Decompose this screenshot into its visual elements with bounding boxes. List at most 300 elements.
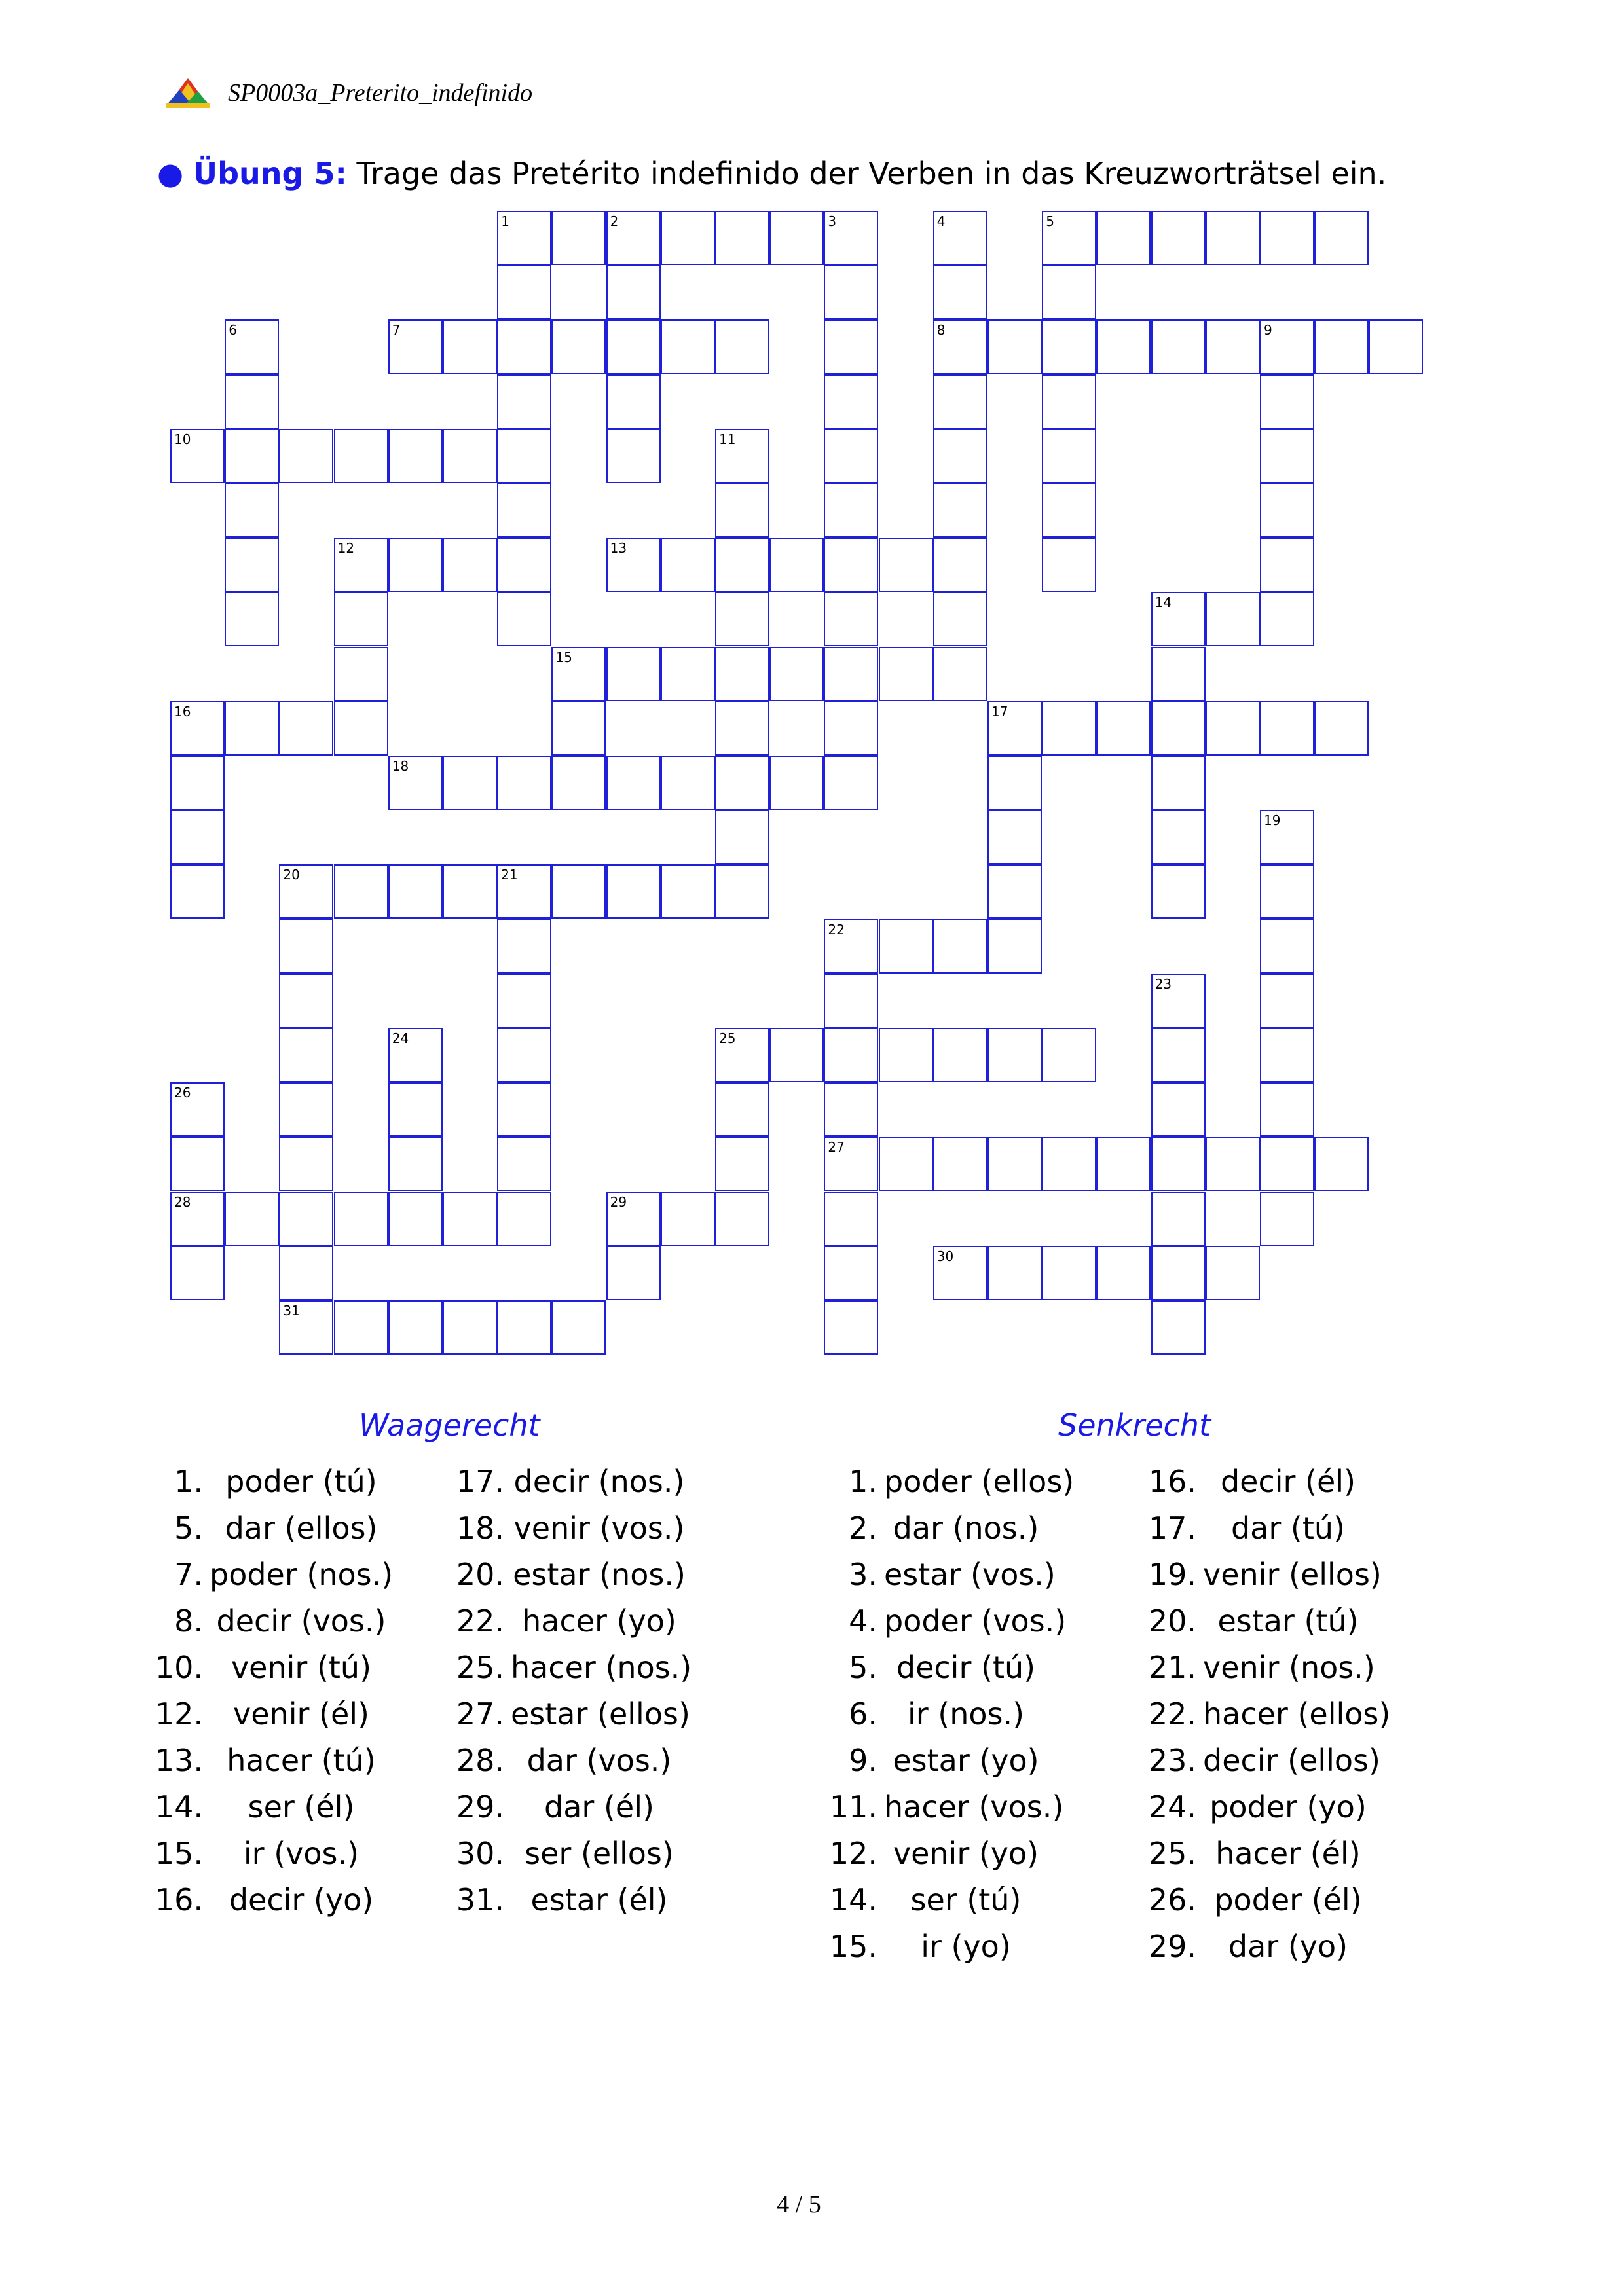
clue-item (1131, 1645, 1373, 1691)
clue-item-number: 27. (456, 1696, 504, 1732)
crossword-cell[interactable] (824, 483, 878, 538)
clue-item (819, 1459, 1075, 1505)
crossword-cell[interactable] (1151, 810, 1206, 864)
clue-item-number: 11. (829, 1789, 877, 1825)
clue-item-text: estar (nos.) (513, 1557, 686, 1592)
crossword-cell[interactable] (1260, 1082, 1314, 1137)
crossword-cell[interactable] (879, 538, 933, 592)
crossword-cell[interactable] (1260, 1192, 1314, 1246)
crossword-cell[interactable] (279, 1192, 333, 1246)
crossword-cell[interactable] (824, 1082, 878, 1137)
crossword-cell[interactable] (1096, 211, 1151, 265)
crossword-cell[interactable] (279, 701, 333, 756)
crossword-cell[interactable] (824, 592, 878, 646)
clue-item (445, 1598, 688, 1645)
crossword-cell[interactable] (1151, 211, 1206, 265)
clue-item (819, 1784, 1064, 1831)
crossword-cell[interactable] (987, 864, 1042, 919)
down-clues-column-2 (1131, 1459, 1391, 1970)
crossword-cell[interactable] (1042, 1028, 1096, 1082)
clue-number: 8 (936, 322, 946, 338)
clue-number: 10 (174, 431, 191, 447)
clue-item-number: 3. (849, 1557, 877, 1592)
crossword-cell[interactable] (1151, 1028, 1206, 1082)
clue-item-number: 8. (174, 1603, 203, 1639)
clue-item-text: dar (nos.) (893, 1510, 1039, 1546)
crossword-cell[interactable] (824, 701, 878, 756)
crossword-cell[interactable] (606, 756, 661, 810)
crossword-cell[interactable] (1314, 211, 1369, 265)
clue-item (445, 1738, 688, 1784)
crossword-cell[interactable] (824, 429, 878, 483)
clue-item-text: decir (yo) (229, 1882, 374, 1918)
crossword-cell[interactable] (1314, 701, 1369, 756)
crossword-cell[interactable] (1206, 701, 1260, 756)
clue-item-number: 19. (1148, 1557, 1196, 1592)
crossword-cell[interactable] (497, 265, 551, 319)
across-heading: Waagerecht (359, 1408, 540, 1443)
clue-item-text: decir (tú) (896, 1650, 1036, 1685)
clue-item-text: ser (él) (248, 1789, 355, 1825)
crossword-cell[interactable] (1151, 1246, 1206, 1300)
clue-item-number: 12. (155, 1696, 203, 1732)
clue-item-number: 17. (456, 1464, 504, 1499)
crossword-cell[interactable] (1151, 701, 1206, 756)
crossword-cell[interactable] (987, 1246, 1042, 1300)
crossword-cell[interactable] (769, 647, 824, 701)
clue-item-number: 5. (849, 1650, 877, 1685)
crossword-cell[interactable] (497, 538, 551, 592)
clue-item-text: estar (él) (530, 1882, 668, 1918)
crossword-cell[interactable] (769, 211, 824, 265)
crossword-cell[interactable] (824, 647, 878, 701)
across-clues-column-2 (445, 1459, 692, 1923)
crossword-cell[interactable] (225, 374, 279, 429)
crossword-cell[interactable] (933, 538, 987, 592)
clue-number: 19 (1264, 812, 1281, 829)
clue-item-number: 1. (174, 1464, 203, 1499)
crossword-cell[interactable] (443, 538, 497, 592)
crossword-cell[interactable] (606, 319, 661, 374)
crossword-cell[interactable] (661, 319, 715, 374)
crossword-cell[interactable] (824, 974, 878, 1028)
clue-item-number: 18. (456, 1510, 504, 1546)
crossword-cell[interactable] (606, 1246, 661, 1300)
crossword-cell[interactable] (551, 1300, 606, 1355)
clue-item (819, 1598, 1067, 1645)
crossword-cell[interactable] (1096, 701, 1151, 756)
clue-item (1131, 1552, 1382, 1598)
crossword-cell[interactable] (497, 374, 551, 429)
crossword-cell[interactable] (606, 374, 661, 429)
crossword-cell[interactable] (388, 864, 443, 919)
down-heading: Senkrecht (1058, 1408, 1211, 1443)
clue-item-number: 22. (456, 1603, 504, 1639)
clue-item-text: decir (él) (1220, 1464, 1356, 1499)
crossword-cell[interactable] (334, 592, 388, 646)
crossword-cell[interactable] (661, 1192, 715, 1246)
clue-item (819, 1552, 1056, 1598)
crossword-cell[interactable] (334, 429, 388, 483)
crossword-cell[interactable] (497, 756, 551, 810)
crossword-cell[interactable] (1151, 864, 1206, 919)
clue-item-number: 6. (849, 1696, 877, 1732)
crossword-cell[interactable] (497, 919, 551, 974)
clue-item-number: 15. (155, 1836, 203, 1871)
crossword-cell[interactable] (279, 1137, 333, 1191)
crossword-cell[interactable] (606, 265, 661, 319)
clue-item (445, 1552, 688, 1598)
crossword-cell[interactable] (933, 429, 987, 483)
clue-item (445, 1505, 688, 1552)
crossword-cell[interactable] (661, 647, 715, 701)
clue-item-text: poder (ellos) (884, 1464, 1075, 1499)
clue-item-number: 22. (1148, 1696, 1196, 1732)
crossword-cell[interactable] (1260, 592, 1314, 646)
crossword-cell[interactable] (1151, 647, 1206, 701)
clue-item-number: 25. (456, 1650, 504, 1685)
crossword-cell[interactable] (334, 701, 388, 756)
crossword-cell[interactable] (1151, 1192, 1206, 1246)
clue-item-number: 16. (1148, 1464, 1196, 1499)
clue-item (445, 1831, 688, 1877)
crossword-cell[interactable] (1151, 1300, 1206, 1355)
crossword-cell[interactable] (1260, 864, 1314, 919)
crossword-cell[interactable] (824, 1246, 878, 1300)
clue-item-number: 10. (155, 1650, 203, 1685)
crossword-cell[interactable] (388, 1137, 443, 1191)
crossword-cell[interactable] (987, 810, 1042, 864)
crossword-cell[interactable] (987, 319, 1042, 374)
document-title: SP0003a_Preterito_indefinido (228, 79, 533, 107)
clue-item-text: ser (ellos) (525, 1836, 674, 1871)
clue-item-number: 7. (174, 1557, 203, 1592)
crossword-cell[interactable] (606, 429, 661, 483)
crossword-cell[interactable] (170, 756, 225, 810)
crossword-cell[interactable] (879, 1137, 933, 1191)
crossword-cell[interactable] (551, 864, 606, 919)
crossword-cell[interactable] (715, 319, 769, 374)
crossword-cell[interactable] (1151, 1082, 1206, 1137)
clue-item-text: dar (ellos) (225, 1510, 378, 1546)
clue-item-text: hacer (tú) (227, 1743, 376, 1778)
exercise-label: Übung 5: (193, 156, 347, 191)
crossword-cell[interactable] (279, 1082, 333, 1137)
crossword-cell[interactable] (497, 974, 551, 1028)
crossword-cell[interactable] (1260, 974, 1314, 1028)
crossword-cell[interactable] (1206, 1137, 1260, 1191)
clue-number: 11 (719, 431, 736, 447)
clue-item-number: 28. (456, 1743, 504, 1778)
crossword-cell[interactable] (715, 1137, 769, 1191)
crossword-cell[interactable] (1206, 1246, 1260, 1300)
crossword-cell[interactable] (551, 701, 606, 756)
clue-item (445, 1459, 688, 1505)
crossword-cell[interactable] (1206, 211, 1260, 265)
crossword-cell[interactable] (334, 864, 388, 919)
clue-number: 24 (392, 1030, 409, 1046)
clue-item-number: 16. (155, 1882, 203, 1918)
crossword-cell[interactable] (933, 592, 987, 646)
crossword-cell[interactable] (497, 1192, 551, 1246)
crossword-cell[interactable] (1042, 374, 1096, 429)
crossword-cell[interactable] (497, 1300, 551, 1355)
clue-item-text: hacer (yo) (522, 1603, 676, 1639)
clue-item-number: 20. (456, 1557, 504, 1592)
crossword-cell[interactable] (334, 647, 388, 701)
crossword-cell[interactable] (388, 1192, 443, 1246)
crossword-cell[interactable] (1042, 701, 1096, 756)
crossword-cell[interactable] (715, 483, 769, 538)
crossword-cell[interactable] (1260, 919, 1314, 974)
clue-item (819, 1877, 1048, 1923)
crossword-cell[interactable] (1151, 1137, 1206, 1191)
crossword-cell[interactable] (1260, 1028, 1314, 1082)
crossword-cell[interactable] (1096, 319, 1151, 374)
crossword-cell[interactable] (715, 1082, 769, 1137)
crossword-cell[interactable] (1042, 483, 1096, 538)
crossword-cell[interactable] (769, 538, 824, 592)
crossword-cell[interactable] (225, 538, 279, 592)
crossword-cell[interactable] (933, 374, 987, 429)
crossword-cell[interactable] (715, 1192, 769, 1246)
clue-item-text: dar (vos.) (526, 1743, 672, 1778)
crossword-cell[interactable] (1151, 319, 1206, 374)
clue-number: 29 (610, 1194, 627, 1210)
clue-item (138, 1877, 393, 1923)
crossword-cell[interactable] (1260, 701, 1314, 756)
crossword-cell[interactable] (715, 647, 769, 701)
crossword-cell[interactable] (715, 538, 769, 592)
crossword-cell[interactable] (933, 919, 987, 974)
crossword-cell[interactable] (1042, 1246, 1096, 1300)
crossword-cell[interactable] (1206, 319, 1260, 374)
clue-item (1131, 1923, 1373, 1970)
clue-item (445, 1877, 688, 1923)
clue-item (819, 1505, 1048, 1552)
crossword-cell[interactable] (1369, 319, 1423, 374)
crossword-cell[interactable] (661, 211, 715, 265)
crossword-cell[interactable] (824, 265, 878, 319)
clue-item-number: 20. (1148, 1603, 1196, 1639)
clue-item-text: estar (yo) (893, 1743, 1039, 1778)
clue-number: 1 (501, 213, 509, 229)
clue-item-number: 13. (155, 1743, 203, 1778)
crossword-cell[interactable] (170, 810, 225, 864)
clue-item-number: 23. (1148, 1743, 1196, 1778)
clue-item-text: hacer (nos.) (511, 1650, 692, 1685)
crossword-cell[interactable] (1042, 538, 1096, 592)
crossword-cell[interactable] (769, 756, 824, 810)
clue-item-number: 31. (456, 1882, 504, 1918)
crossword-cell[interactable] (170, 1246, 225, 1300)
clue-item (138, 1784, 393, 1831)
crossword-cell[interactable] (1042, 265, 1096, 319)
clue-item-text: poder (nos.) (210, 1557, 394, 1592)
crossword-cell[interactable] (769, 1028, 824, 1082)
crossword-cell[interactable] (388, 1300, 443, 1355)
clue-item (445, 1691, 688, 1738)
crossword-cell[interactable] (606, 647, 661, 701)
clue-item (1131, 1505, 1373, 1552)
crossword-cell[interactable] (388, 429, 443, 483)
clue-number: 28 (174, 1194, 191, 1210)
clue-item-text: hacer (vos.) (884, 1789, 1064, 1825)
clue-item-text: hacer (él) (1215, 1836, 1361, 1871)
crossword-cell[interactable] (933, 1137, 987, 1191)
crossword-cell[interactable] (443, 1192, 497, 1246)
crossword-cell[interactable] (933, 647, 987, 701)
across-clues-column-1 (138, 1459, 393, 1923)
crossword-cell[interactable] (987, 1137, 1042, 1191)
crossword-cell[interactable] (279, 919, 333, 974)
crossword-cell[interactable] (824, 538, 878, 592)
clue-number: 14 (1154, 594, 1172, 611)
crossword-cell[interactable] (933, 483, 987, 538)
crossword-cell[interactable] (497, 319, 551, 374)
crossword-cell[interactable] (279, 1028, 333, 1082)
clue-number: 27 (828, 1139, 845, 1156)
clue-item-number: 14. (829, 1882, 877, 1918)
clue-item-text: decir (nos.) (513, 1464, 685, 1499)
crossword-cell[interactable] (443, 319, 497, 374)
crossword-cell[interactable] (1260, 211, 1314, 265)
crossword-cell[interactable] (933, 1028, 987, 1082)
clue-item-number: 1. (849, 1464, 877, 1499)
crossword-cell[interactable] (225, 592, 279, 646)
crossword-cell[interactable] (1206, 592, 1260, 646)
crossword-cell[interactable] (279, 429, 333, 483)
crossword-cell[interactable] (715, 756, 769, 810)
crossword-cell[interactable] (1314, 1137, 1369, 1191)
clue-item-number: 29. (1148, 1929, 1196, 1964)
crossword-cell[interactable] (1260, 483, 1314, 538)
clue-item-number: 14. (155, 1789, 203, 1825)
crossword-cell[interactable] (497, 1028, 551, 1082)
crossword-cell[interactable] (279, 974, 333, 1028)
crossword-cell[interactable] (933, 265, 987, 319)
crossword-cell[interactable] (443, 429, 497, 483)
crossword-cell[interactable] (661, 538, 715, 592)
crossword-cell[interactable] (334, 1300, 388, 1355)
clue-item-text: venir (yo) (893, 1836, 1039, 1871)
clue-item-number: 17. (1148, 1510, 1196, 1546)
crossword-cell[interactable] (443, 1300, 497, 1355)
clue-item-text: venir (tú) (231, 1650, 372, 1685)
crossword-cell[interactable] (170, 1137, 225, 1191)
crossword-cell[interactable] (551, 319, 606, 374)
clue-item (1131, 1691, 1391, 1738)
clue-item (138, 1691, 393, 1738)
crossword-cell[interactable] (443, 756, 497, 810)
crossword-cell[interactable] (497, 1082, 551, 1137)
clue-item (1131, 1738, 1380, 1784)
crossword-cell[interactable] (1314, 319, 1369, 374)
crossword-cell[interactable] (715, 701, 769, 756)
crossword-cell[interactable] (987, 756, 1042, 810)
clue-number: 12 (337, 540, 355, 556)
crossword-cell[interactable] (225, 1192, 279, 1246)
crossword-cell[interactable] (551, 211, 606, 265)
crossword-cell[interactable] (606, 864, 661, 919)
crossword-cell[interactable] (497, 1137, 551, 1191)
clue-number: 3 (828, 213, 837, 229)
crossword-cell[interactable] (443, 864, 497, 919)
crossword-cell[interactable] (824, 374, 878, 429)
crossword-cell[interactable] (225, 429, 279, 483)
crossword-cell[interactable] (715, 592, 769, 646)
clue-item-text: estar (tú) (1217, 1603, 1359, 1639)
clue-item-text: poder (él) (1214, 1882, 1362, 1918)
clue-item (138, 1738, 393, 1784)
crossword-cell[interactable] (1260, 429, 1314, 483)
crossword-cell[interactable] (551, 756, 606, 810)
clue-item (1131, 1877, 1373, 1923)
crossword-cell[interactable] (824, 756, 878, 810)
crossword-cell[interactable] (879, 647, 933, 701)
crossword-cell[interactable] (987, 919, 1042, 974)
clue-item (445, 1645, 692, 1691)
crossword-cell[interactable] (661, 756, 715, 810)
crossword-cell[interactable] (497, 429, 551, 483)
crossword-cell[interactable] (279, 1246, 333, 1300)
clue-item (138, 1598, 393, 1645)
clue-item-number: 24. (1148, 1789, 1196, 1825)
crossword-cell[interactable] (497, 592, 551, 646)
crossword-cell[interactable] (824, 1192, 878, 1246)
crossword-cell[interactable] (1042, 319, 1096, 374)
crossword-cell[interactable] (170, 864, 225, 919)
clue-item-number: 12. (829, 1836, 877, 1871)
clue-item-number: 5. (174, 1510, 203, 1546)
crossword-cell[interactable] (1260, 538, 1314, 592)
crossword-cell[interactable] (388, 1082, 443, 1137)
crossword-cell[interactable] (1260, 1137, 1314, 1191)
crossword-cell[interactable] (388, 538, 443, 592)
crossword-cell[interactable] (225, 701, 279, 756)
down-clues-column-1 (819, 1459, 1075, 1970)
crossword-cell[interactable] (225, 483, 279, 538)
clue-number: 17 (991, 703, 1008, 720)
clue-item (1131, 1784, 1373, 1831)
crossword-cell[interactable] (715, 864, 769, 919)
crossword-cell[interactable] (1096, 1137, 1151, 1191)
crossword-cell[interactable] (824, 1028, 878, 1082)
clue-item-number: 15. (829, 1929, 877, 1964)
clue-item-text: estar (ellos) (511, 1696, 690, 1732)
clue-item-number: 9. (849, 1743, 877, 1778)
crossword-cell[interactable] (987, 1028, 1042, 1082)
crossword-cell[interactable] (661, 864, 715, 919)
crossword-cell[interactable] (1151, 756, 1206, 810)
crossword-cell[interactable] (824, 319, 878, 374)
clue-number: 25 (719, 1030, 736, 1046)
crossword-cell[interactable] (497, 483, 551, 538)
clue-item-text: venir (ellos) (1203, 1557, 1382, 1592)
crossword-cell[interactable] (824, 1300, 878, 1355)
crossword-cell[interactable] (715, 810, 769, 864)
crossword-cell[interactable] (879, 1028, 933, 1082)
crossword-cell[interactable] (1260, 374, 1314, 429)
crossword-cell[interactable] (334, 1192, 388, 1246)
crossword-cell[interactable] (1096, 1246, 1151, 1300)
clue-item-number: 2. (849, 1510, 877, 1546)
crossword-cell[interactable] (1042, 429, 1096, 483)
clue-item (138, 1645, 393, 1691)
crossword-cell[interactable] (715, 211, 769, 265)
crossword-cell[interactable] (1042, 1137, 1096, 1191)
crossword-cell[interactable] (879, 919, 933, 974)
